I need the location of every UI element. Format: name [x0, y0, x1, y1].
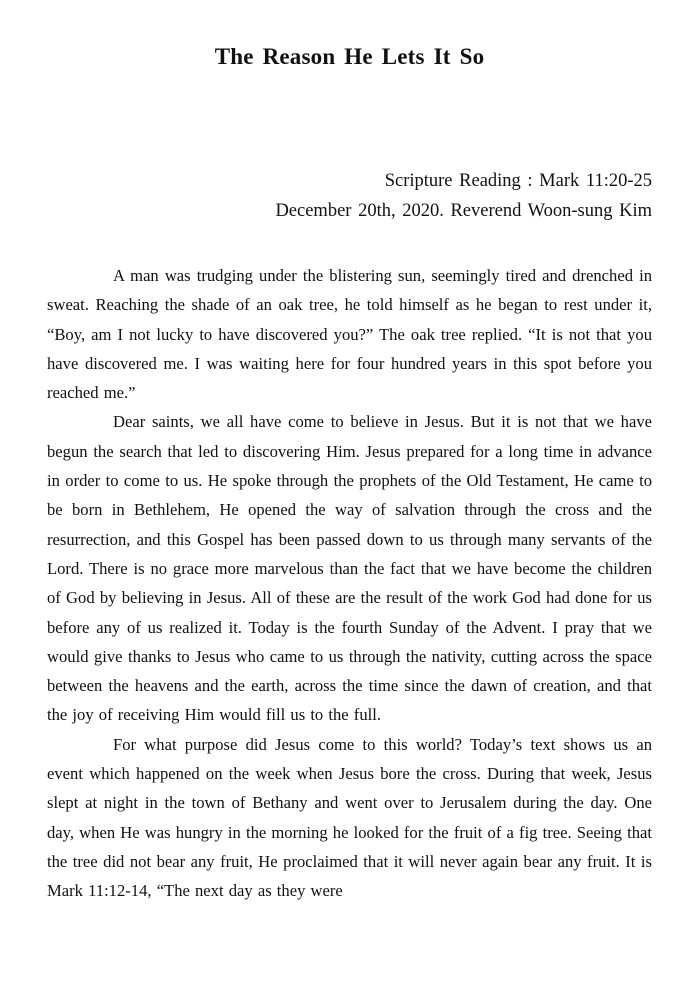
sermon-meta [275, 166, 652, 226]
sermon-body [47, 261, 652, 906]
paragraph: For what purpose did Jesus come to this world? Today’s text shows us an event which happened on the week when Jesus bore the cross. During that week, Jesus slept at night in the town of Bethany and went over to Jerusalem during the day. One day, when He was hungry in the morning he looked for the fruit of a fig tree. Seeing that the tree did not bear any fruit, He proclaimed that it will never again bear any fruit. It is Mark 11:12-14, “The next day as they were [47, 734, 652, 901]
document-title: The Reason He Lets It So [214, 44, 485, 69]
date-and-author: December 20th, 2020. Reverend Woon-sung Kim [275, 201, 652, 221]
paragraph: Dear saints, we all have come to believe in Jesus. But it is not that we have begun the search that led to discovering Him. Jesus prepared for a long time in advance in order to come to us. He spoke through the prophets of the Old Testament, He came to be born in Bethlehem, He opened the way of salvation through the cross and the resurrection, and this Gospel has been passed down to us through many servants of the Lord. There is no grace more marvelous than the fact that we have become the children of God by believing in Jesus. All of these are the result of the work God had done for us before any of us realized it. Today is the fourth Sunday of the Advent. I pray that we would give thanks to Jesus who came to us through the nativity, cutting across the space between the heavens and the earth, across the time since the dawn of creation, and that the joy of receiving Him would fill us to the full. [47, 412, 652, 725]
paragraph: A man was trudging under the blistering sun, seemingly tired and drenched in sweat. Reaching the shade of an oak tree, he told himself as he began to rest under it, “Boy, am I not lucky to have discovered you?” The oak tree replied. “It is not that you have discovered me. I was waiting here for four hundred years in this spot before you reached me.” [47, 266, 652, 403]
scripture-reading: Scripture Reading : Mark 11:20-25 [384, 171, 652, 191]
